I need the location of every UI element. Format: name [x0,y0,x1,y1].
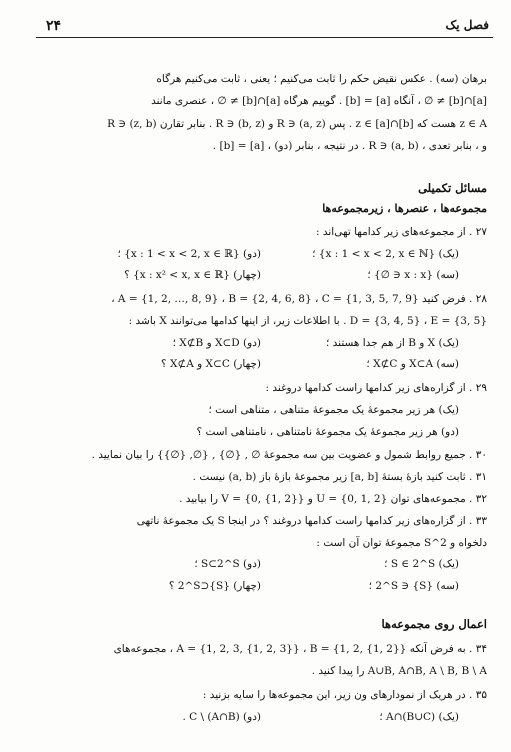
problem-28-option-b: (دو) X⊂D و X⊄B ؛ [172,337,261,349]
problem-33-stem-2: دلخواه و 2^S مجموعهٔ توان آن است : [316,537,487,549]
problem-35-option-b: (دو) C \ (A∩B) . [182,711,261,723]
problem-29-option-a: (یک) هر زیر مجموعهٔ یک مجموعهٔ متناهی ، متناهی است ؛ [208,404,459,416]
problem-32: ۳۲ . مجموعه‌های توان U = {0, 1, 2} و V = {0, {1, 2}} را بیابید . [179,493,487,505]
problem-27-option-b: (دو) {x : 1 < x < 2, x ∈ ℝ} ؛ [117,248,261,260]
proof-line-2: [a]∩[b] ≠ ∅ ، آنگاه [a] = [b] . گوییم هرگاه [a]∩[b] ≠ ∅ ، عنصری مانند [151,95,487,107]
problem-28-option-a: (یک) X و B از هم جدا هستند ؛ [325,337,459,349]
problem-28-stem: ۲۸ . فرض کنید A = {1, 2, …, 8, 9} ، B = {2, 4, 6, 8} ، C = {1, 3, 5, 7, 9} ، [111,293,487,305]
problem-28-option-d: (چهار) X⊂C و X⊄A ؟ [161,358,261,370]
problem-33-option-a: (یک) S ∈ 2^S ؛ [384,558,459,570]
proof-line-3: z ∈ A هست که z ∈ [a]∩[b] . پس (a, z) ∈ R و (b, z) ∈ R . بنابر تقارن (z, b) ∈ R [107,118,487,130]
problem-33-option-d: (چهار) {S}⊂2^S ؟ [168,580,261,592]
problem-33-stem: ۳۳ . از گزاره‌های زیر کدامها راست کدامها دروغند ؟ در اینجا S یک مجموعهٔ ناتهی [136,515,487,527]
problem-35-option-a: (یک) A∩(B∪C) ؛ [379,711,459,723]
problem-27-option-d: (چهار) {x : x² < x, x ∈ ℝ} ؟ [124,269,261,281]
section-2-title: اعمال روی مجموعه‌ها [381,617,487,631]
problem-35-stem: ۳۵ . در هریک از نمودارهای ون زیر، این مجموعه‌ها را سایه بزنید : [202,689,487,701]
problem-34-stem: ۳۴ . به فرض آنکه A = {1, 2, 3, {1, 2, 3}} ، B = {1, 2, {1, 2}} ، مجموعه‌های [113,643,487,655]
problem-29-stem: ۲۹ . از گزاره‌های زیر کدامها راست کدامها دروغند : [265,382,487,394]
problem-33-option-b: (دو) S⊂2^S ؛ [194,558,261,570]
problem-29-option-b: (دو) هر زیر مجموعهٔ یک مجموعهٔ نامتناهی ، نامتناهی است ؟ [196,426,459,438]
problem-30: ۳۰ . جمیع روابط شمول و عضویت بین سه مجموعهٔ ∅ , {∅} , {∅, {∅}} را بیان نمایید . [91,449,487,461]
proof-line-4: و ، بنابر تعدی ، (a, b) ∈ R . در نتیجه ، بنابر (دو) ، [a] = [b] . [212,140,487,152]
problem-34-stem-2: A∪B, A∩B, A \ B, B \ A را پیدا کنید . [311,665,487,677]
page-number: ۲۴ [46,18,62,34]
proof-line-1: برهان (سه) . عکس نقیض حکم را ثابت می‌کنیم ؛ یعنی ، ثابت می‌کنیم هرگاه [156,73,487,85]
problem-27-option-c: (سه) {x : x ∈ ∅} ؛ [367,269,459,281]
problem-27-stem: ۲۷ . از مجموعه‌های زیر کدامها تهی‌اند : [316,226,487,238]
section-subtitle: مجموعه‌ها ، عنصرها ، زیرمجموعه‌ها [322,202,487,215]
chapter-title: فصل یک [445,18,489,32]
header-rule [36,37,493,38]
problem-28-option-c: (سه) X⊂A و X⊄C ؛ [366,358,459,370]
section-title: مسائل تکمیلی [418,181,487,195]
problem-33-option-c: (سه) {S} ∈ 2^S ؛ [368,580,459,592]
problem-31: ۳۱ . ثابت کنید بازهٔ بستهٔ [a, b] زیر مجموعهٔ بازهٔ باز (a, b) نیست . [192,471,487,483]
problem-27-option-a: (یک) {x : 1 < x < 2, x ∈ ℕ} ؛ [312,248,459,260]
problem-28-stem-2: D = {3, 4, 5} ، E = {3, 5} . با اطلاعات زیر، از اینها کدامها می‌توانند X باشد : [128,315,487,327]
